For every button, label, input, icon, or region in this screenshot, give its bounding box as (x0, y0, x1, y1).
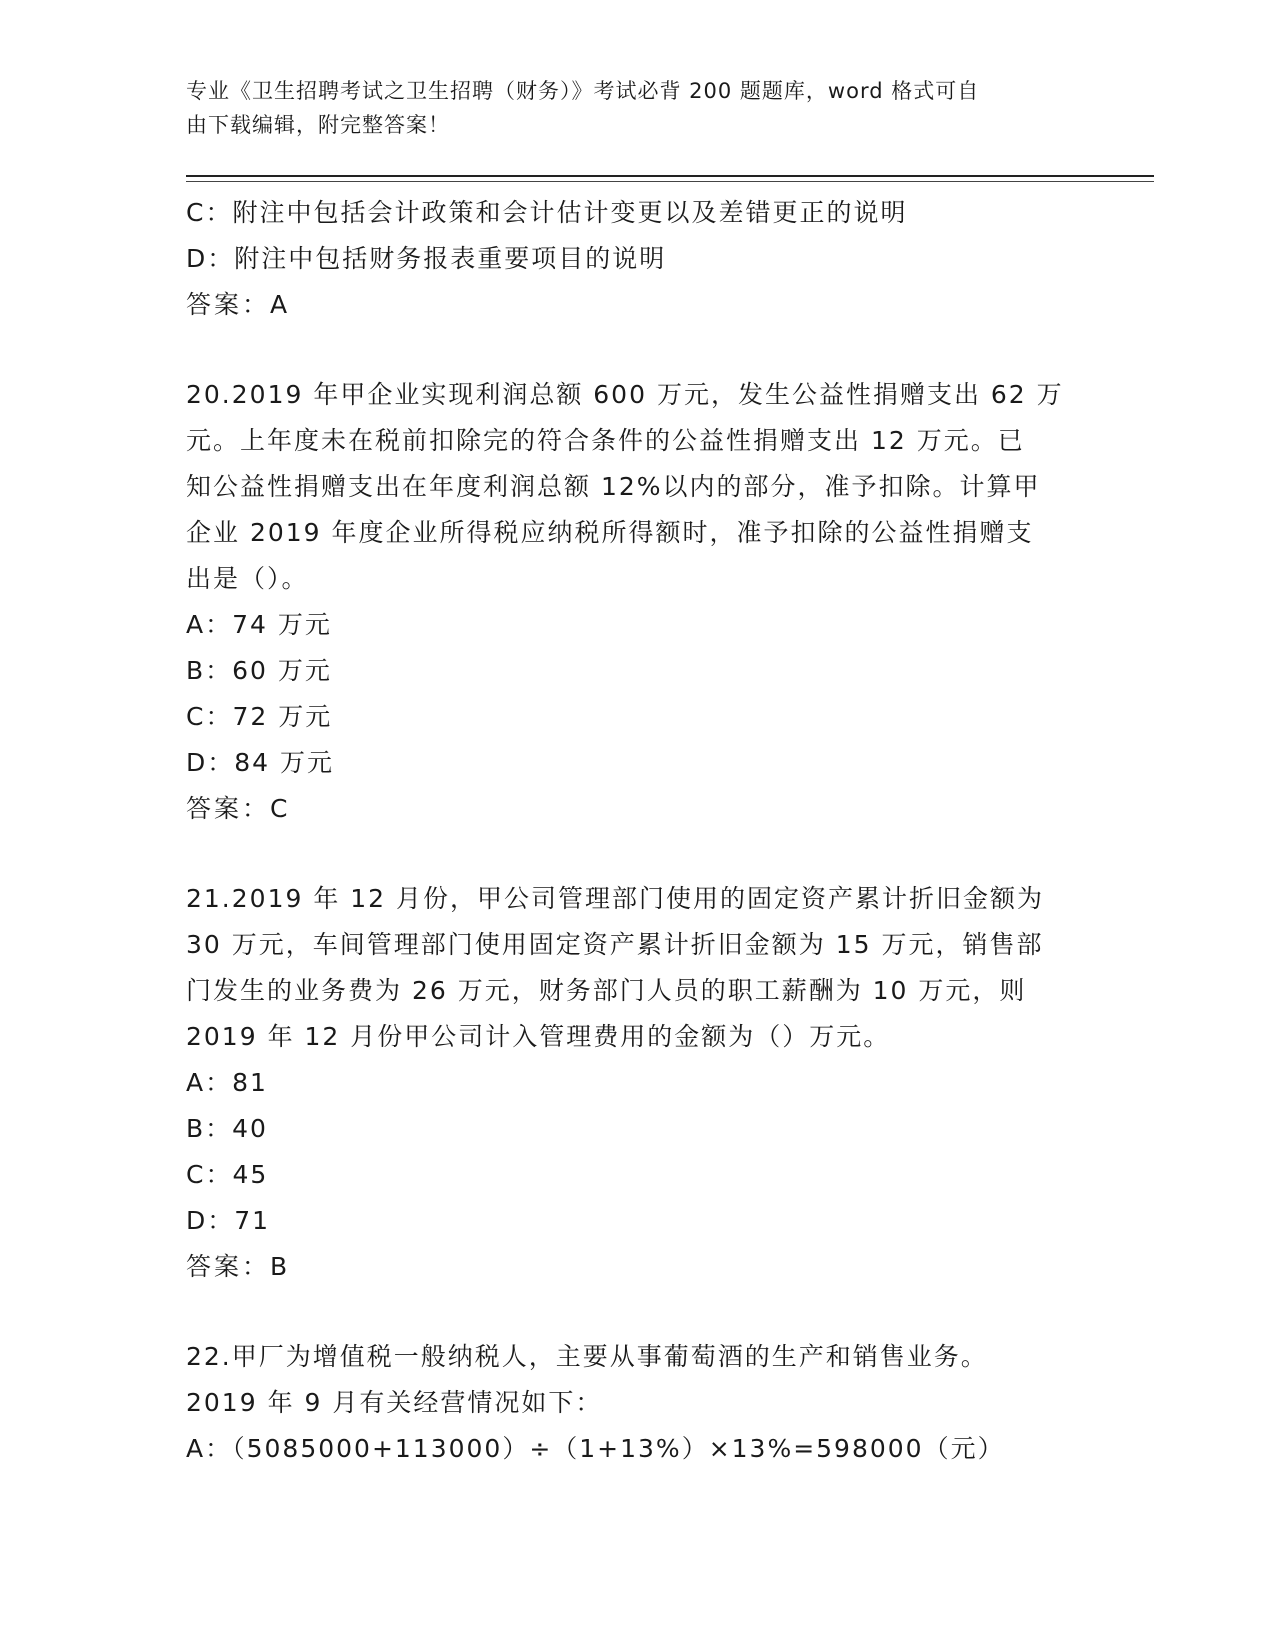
q20-stem-line-4: 企业 2019 年度企业所得税应纳税所得额时，准予扣除的公益性捐赠支 (186, 518, 1034, 547)
document-header (186, 74, 1066, 142)
spacer (186, 328, 1086, 372)
document-body (186, 190, 1086, 1472)
q21-stem-line-1: 21.2019 年 12 月份，甲公司管理部门使用的固定资产累计折旧金额为 (186, 884, 1045, 913)
q20-stem-line-3: 知公益性捐赠支出在年度利润总额 12%以内的部分，准予扣除。计算甲 (186, 472, 1041, 501)
q20-option-c: C：72 万元 (186, 702, 333, 731)
q21-answer: 答案：B (186, 1252, 291, 1281)
q20-option-a: A：74 万元 (186, 610, 332, 639)
q20-option-d: D：84 万元 (186, 748, 335, 777)
q20-stem-line-2: 元。上年度未在税前扣除完的符合条件的公益性捐赠支出 12 万元。已 (186, 426, 1025, 455)
q21-stem-line-2: 30 万元，车间管理部门使用固定资产累计折旧金额为 15 万元，销售部 (186, 930, 1044, 959)
q22-stem-line-1: 22.甲厂为增值税一般纳税人，主要从事葡萄酒的生产和销售业务。 (186, 1342, 988, 1371)
q20-stem-line-1: 20.2019 年甲企业实现利润总额 600 万元，发生公益性捐赠支出 62 万 (186, 380, 1064, 409)
header-divider-thin (186, 181, 1154, 182)
q21-option-c: C：45 (186, 1160, 269, 1189)
q20-answer: 答案：C (186, 794, 291, 823)
q19-option-c: C：附注中包括会计政策和会计估计变更以及差错更正的说明 (186, 198, 908, 227)
q21-stem-line-4: 2019 年 12 月份甲公司计入管理费用的金额为（）万元。 (186, 1022, 891, 1051)
spacer (186, 1290, 1086, 1334)
q20-option-b: B：60 万元 (186, 656, 332, 685)
header-line-2: 由下载编辑，附完整答案！ (186, 113, 450, 137)
question-22 (186, 1334, 1086, 1472)
q19-option-d: D：附注中包括财务报表重要项目的说明 (186, 244, 667, 273)
question-21 (186, 876, 1086, 1290)
header-line-1: 专业《卫生招聘考试之卫生招聘（财务）》考试必背 200 题题库，word 格式可自 (186, 79, 980, 103)
question-20 (186, 372, 1086, 832)
spacer (186, 832, 1086, 876)
q22-option-a: A：（5085000+113000）÷（1+13%）×13%=598000（元） (186, 1434, 1005, 1463)
q22-stem-line-2: 2019 年 9 月有关经营情况如下： (186, 1388, 603, 1417)
q21-option-d: D：71 (186, 1206, 271, 1235)
q21-option-b: B：40 (186, 1114, 268, 1143)
q21-option-a: A：81 (186, 1068, 268, 1097)
q21-stem-line-3: 门发生的业务费为 26 万元，财务部门人员的职工薪酬为 10 万元，则 (186, 976, 1027, 1005)
header-divider-thick (186, 175, 1154, 177)
q20-stem-line-5: 出是（）。 (186, 564, 309, 593)
q19-answer: 答案：A (186, 290, 291, 319)
